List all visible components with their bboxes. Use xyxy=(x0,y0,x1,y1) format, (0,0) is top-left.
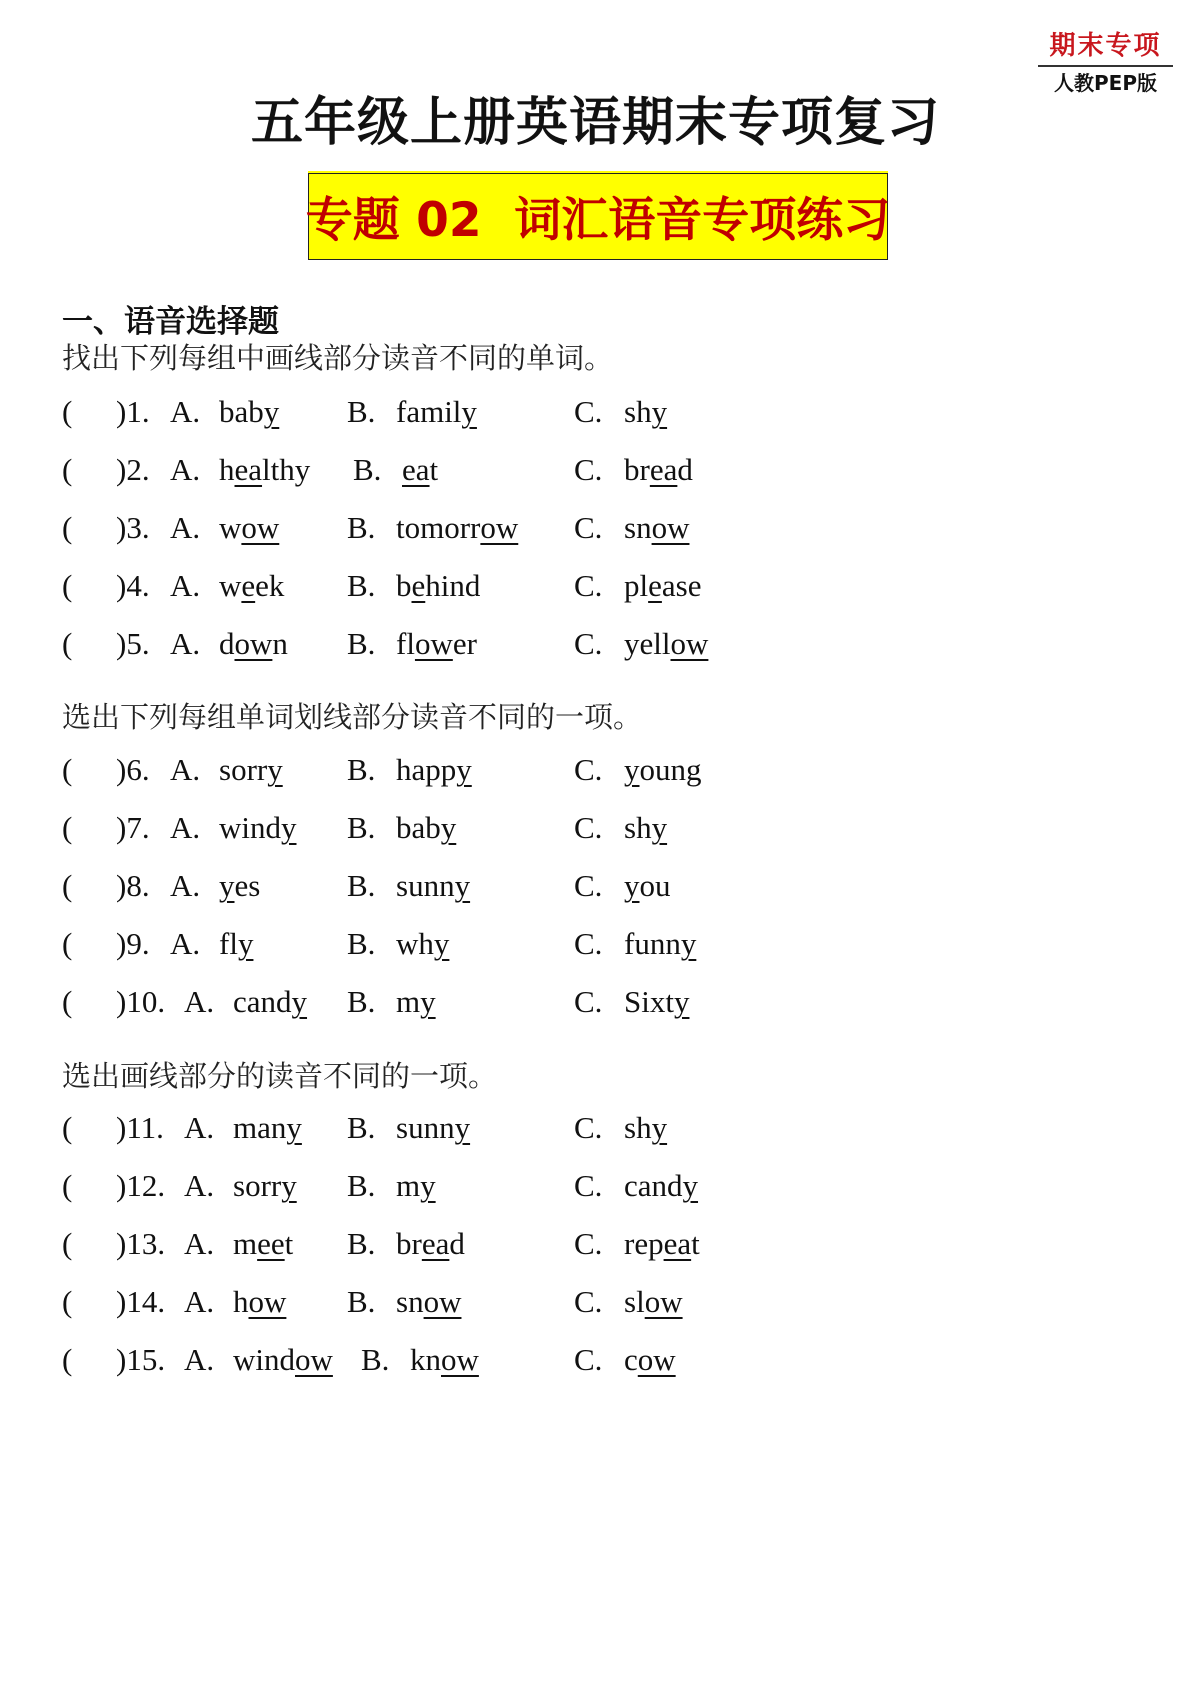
option-word[interactable] xyxy=(396,568,480,604)
word-prefix: sorr xyxy=(233,1168,282,1203)
word-suffix: oung xyxy=(639,752,702,787)
answer-blank[interactable]: ( xyxy=(62,394,73,429)
option-label[interactable]: B. xyxy=(347,1168,376,1203)
word-prefix: yell xyxy=(624,626,671,661)
option-label[interactable]: B. xyxy=(347,810,376,845)
underlined-letters: ow xyxy=(248,1284,287,1319)
option-word[interactable] xyxy=(396,1110,470,1146)
question-row xyxy=(62,394,822,434)
option-label[interactable]: A. xyxy=(170,568,201,603)
word-prefix: sunn xyxy=(396,868,455,903)
underlined-letters: ow xyxy=(651,510,690,545)
option-word[interactable] xyxy=(624,452,693,488)
option-word[interactable] xyxy=(396,926,449,962)
word-suffix: lthy xyxy=(262,452,311,487)
word-prefix: br xyxy=(624,452,650,487)
option-word[interactable] xyxy=(233,1168,297,1204)
answer-blank[interactable]: ( xyxy=(62,1342,73,1377)
word-prefix: c xyxy=(624,1342,638,1377)
option-word[interactable] xyxy=(233,1342,333,1378)
question-number: )5. xyxy=(116,626,150,661)
option-word[interactable] xyxy=(396,394,477,430)
question-number: )3. xyxy=(116,510,150,545)
underlined-letters: y xyxy=(454,1110,471,1145)
answer-blank[interactable]: ( xyxy=(62,568,73,603)
option-word[interactable] xyxy=(624,868,671,904)
option-word[interactable] xyxy=(624,394,667,430)
word-prefix: cand xyxy=(233,984,292,1019)
answer-blank[interactable]: ( xyxy=(62,1226,73,1261)
option-label[interactable]: B. xyxy=(347,984,376,1019)
underlined-letters: y xyxy=(673,984,690,1019)
word-prefix: cand xyxy=(624,1168,683,1203)
word-prefix: famil xyxy=(396,394,462,429)
word-suffix: es xyxy=(234,868,261,903)
question-number: )13. xyxy=(116,1226,166,1261)
word-prefix: sh xyxy=(624,1110,652,1145)
option-word[interactable] xyxy=(219,868,260,904)
underlined-letters: ee xyxy=(257,1226,285,1261)
option-word[interactable] xyxy=(624,1226,700,1262)
option-label[interactable]: C. xyxy=(574,1168,603,1203)
word-prefix: h xyxy=(219,452,235,487)
answer-blank[interactable]: ( xyxy=(62,984,73,1019)
badge-divider xyxy=(1038,65,1173,67)
instruction-text: 选出下列每组单词划线部分读音不同的一项。 xyxy=(62,700,643,734)
option-word[interactable] xyxy=(396,1226,465,1262)
underlined-letters: ow xyxy=(644,1284,683,1319)
word-prefix: bab xyxy=(396,810,441,845)
option-word[interactable] xyxy=(624,510,689,546)
underlined-letters: y xyxy=(624,752,640,787)
option-word[interactable] xyxy=(219,810,297,846)
underlined-letters: y xyxy=(682,1168,699,1203)
word-suffix: n xyxy=(272,626,288,661)
word-prefix: happ xyxy=(396,752,457,787)
page-title: 五年级上册英语期末专项复习 xyxy=(250,93,940,153)
word-prefix: sunn xyxy=(396,1110,455,1145)
option-word[interactable] xyxy=(396,752,472,788)
option-word[interactable] xyxy=(219,394,279,430)
answer-blank[interactable]: ( xyxy=(62,1168,73,1203)
underlined-letters: y xyxy=(281,810,297,845)
underlined-letters: y xyxy=(456,752,472,787)
option-word[interactable] xyxy=(396,810,456,846)
option-word[interactable] xyxy=(624,984,689,1020)
option-word[interactable] xyxy=(396,1284,461,1320)
word-suffix: t xyxy=(429,452,439,487)
word-suffix: t xyxy=(691,1226,700,1261)
option-label[interactable]: C. xyxy=(574,1342,603,1377)
question-number: )14. xyxy=(116,1284,166,1319)
option-label[interactable]: C. xyxy=(574,1226,603,1261)
question-row xyxy=(62,984,822,1024)
option-label[interactable]: A. xyxy=(170,452,201,487)
answer-blank[interactable]: ( xyxy=(62,926,73,961)
option-word[interactable] xyxy=(219,452,310,488)
option-word[interactable] xyxy=(624,1284,683,1320)
underlined-letters: y xyxy=(651,394,668,429)
word-prefix: m xyxy=(396,984,421,1019)
question-row xyxy=(62,1110,822,1150)
option-label[interactable]: B. xyxy=(347,568,376,603)
underlined-letters: y xyxy=(624,868,640,903)
underlined-letters: ea xyxy=(402,452,430,487)
underlined-letters: y xyxy=(286,1110,302,1145)
question-number: )2. xyxy=(116,452,150,487)
option-word[interactable] xyxy=(219,568,284,604)
question-row xyxy=(62,1284,822,1324)
question-row xyxy=(62,626,822,666)
answer-blank[interactable]: ( xyxy=(62,510,73,545)
word-prefix: m xyxy=(233,1226,258,1261)
underlined-letters: ea xyxy=(663,1226,692,1261)
word-prefix: w xyxy=(219,510,242,545)
underlined-letters: y xyxy=(680,926,697,961)
option-word[interactable] xyxy=(402,452,438,488)
option-label[interactable]: B. xyxy=(347,868,376,903)
word-prefix: b xyxy=(396,568,412,603)
option-word[interactable] xyxy=(233,1284,286,1320)
question-number: )9. xyxy=(116,926,150,961)
option-word[interactable] xyxy=(624,1110,667,1146)
word-prefix: wh xyxy=(396,926,434,961)
option-label[interactable]: B. xyxy=(361,1342,390,1377)
underlined-letters: y xyxy=(219,868,235,903)
question-row xyxy=(62,1226,822,1266)
option-label[interactable]: B. xyxy=(347,394,376,429)
option-label[interactable]: C. xyxy=(574,510,603,545)
option-label[interactable]: C. xyxy=(574,1110,603,1145)
option-label[interactable]: C. xyxy=(574,810,603,845)
word-prefix: man xyxy=(233,1110,287,1145)
option-word[interactable] xyxy=(219,752,283,788)
question-number: )8. xyxy=(116,868,150,903)
option-word[interactable] xyxy=(233,1226,293,1262)
question-row xyxy=(62,568,822,608)
underlined-letters: ow xyxy=(423,1284,462,1319)
option-label[interactable]: B. xyxy=(347,1110,376,1145)
question-number: )7. xyxy=(116,810,150,845)
answer-blank[interactable]: ( xyxy=(62,626,73,661)
word-prefix: funn xyxy=(624,926,681,961)
option-word[interactable] xyxy=(219,926,253,962)
option-label[interactable]: A. xyxy=(184,1226,215,1261)
word-prefix: h xyxy=(233,1284,249,1319)
option-word[interactable] xyxy=(624,568,701,604)
underlined-letters: ow xyxy=(295,1342,333,1377)
option-label[interactable]: A. xyxy=(170,510,201,545)
badge-edition: 人教PEP版 xyxy=(1054,71,1157,95)
underlined-letters: y xyxy=(433,926,450,961)
option-label[interactable]: C. xyxy=(574,452,603,487)
option-label[interactable]: B. xyxy=(347,1284,376,1319)
underlined-letters: y xyxy=(454,868,471,903)
option-word[interactable] xyxy=(410,1342,479,1378)
underlined-letters: e xyxy=(241,568,256,603)
option-label[interactable]: B. xyxy=(347,926,376,961)
word-suffix: d xyxy=(449,1226,465,1261)
word-prefix: fl xyxy=(396,626,415,661)
word-prefix: sh xyxy=(624,810,652,845)
option-word[interactable] xyxy=(624,1168,698,1204)
underlined-letters: y xyxy=(651,810,668,845)
option-label[interactable]: C. xyxy=(574,394,603,429)
instruction-text: 选出画线部分的读音不同的一项。 xyxy=(62,1059,498,1093)
word-prefix: sn xyxy=(624,510,652,545)
question-number: )1. xyxy=(116,394,150,429)
word-suffix: ou xyxy=(639,868,671,903)
question-number: )6. xyxy=(116,752,150,787)
option-label[interactable]: C. xyxy=(574,984,603,1019)
question-row xyxy=(62,752,822,792)
answer-blank[interactable]: ( xyxy=(62,1284,73,1319)
word-prefix: sl xyxy=(624,1284,645,1319)
underlined-letters: ow xyxy=(241,510,280,545)
question-row xyxy=(62,1342,822,1382)
question-row xyxy=(62,810,822,850)
underlined-letters: ea xyxy=(421,1226,450,1261)
option-word[interactable] xyxy=(219,626,288,662)
option-label[interactable]: C. xyxy=(574,1284,603,1319)
underlined-letters: y xyxy=(440,810,457,845)
option-word[interactable] xyxy=(396,984,436,1020)
option-label[interactable]: B. xyxy=(353,452,382,487)
option-word[interactable] xyxy=(396,510,518,546)
word-suffix: d xyxy=(677,452,693,487)
option-word[interactable] xyxy=(396,1168,436,1204)
underlined-letters: ow xyxy=(637,1342,676,1377)
underlined-letters: e xyxy=(411,568,426,603)
option-label[interactable]: A. xyxy=(184,984,215,1019)
option-label[interactable]: A. xyxy=(170,394,201,429)
topic-banner xyxy=(305,173,891,260)
underlined-letters: ea xyxy=(649,452,678,487)
underlined-letters: ow xyxy=(480,510,519,545)
option-label[interactable]: B. xyxy=(347,1226,376,1261)
option-word[interactable] xyxy=(233,1110,302,1146)
option-label[interactable]: A. xyxy=(170,810,201,845)
option-label[interactable]: C. xyxy=(574,752,603,787)
underlined-letters: y xyxy=(420,1168,436,1203)
question-row xyxy=(62,1168,822,1208)
answer-blank[interactable]: ( xyxy=(62,810,73,845)
option-label[interactable]: A. xyxy=(170,752,201,787)
option-word[interactable] xyxy=(624,810,667,846)
option-label[interactable]: C. xyxy=(574,626,603,661)
underlined-letters: y xyxy=(267,752,283,787)
option-label[interactable]: C. xyxy=(574,868,603,903)
word-prefix: pl xyxy=(624,568,649,603)
word-prefix: br xyxy=(396,1226,422,1261)
answer-blank[interactable]: ( xyxy=(62,868,73,903)
word-prefix: wind xyxy=(233,1342,295,1377)
option-label[interactable]: B. xyxy=(347,510,376,545)
option-label[interactable]: A. xyxy=(184,1168,215,1203)
word-prefix: sh xyxy=(624,394,652,429)
option-label[interactable]: A. xyxy=(170,926,201,961)
word-prefix: d xyxy=(219,626,235,661)
option-word[interactable] xyxy=(624,926,696,962)
word-prefix: wind xyxy=(219,810,281,845)
question-row xyxy=(62,926,822,966)
option-label[interactable]: A. xyxy=(170,626,201,661)
underlined-letters: ea xyxy=(234,452,263,487)
underlined-letters: y xyxy=(651,1110,668,1145)
option-word[interactable] xyxy=(396,626,477,662)
word-suffix: ek xyxy=(255,568,285,603)
underlined-letters: ow xyxy=(441,1342,479,1377)
underlined-letters: e xyxy=(648,568,662,603)
word-prefix: kn xyxy=(410,1342,441,1377)
question-number: )10. xyxy=(116,984,166,1019)
underlined-letters: y xyxy=(461,394,477,429)
topic-banner-text: 专题 02 词汇语音专项练习 xyxy=(305,193,891,248)
option-word[interactable] xyxy=(624,752,702,788)
question-row xyxy=(62,868,822,908)
word-prefix: w xyxy=(219,568,242,603)
word-prefix: fl xyxy=(219,926,238,961)
underlined-letters: ow xyxy=(414,626,453,661)
word-prefix: m xyxy=(396,1168,421,1203)
option-label[interactable]: A. xyxy=(184,1284,215,1319)
option-label[interactable]: B. xyxy=(347,626,376,661)
word-prefix: sn xyxy=(396,1284,424,1319)
option-word[interactable] xyxy=(624,1342,676,1378)
word-suffix: t xyxy=(284,1226,294,1261)
answer-blank[interactable]: ( xyxy=(62,452,73,487)
option-word[interactable] xyxy=(624,626,708,662)
option-label[interactable]: A. xyxy=(170,868,201,903)
question-row xyxy=(62,510,822,550)
question-number: )11. xyxy=(116,1110,164,1145)
underlined-letters: y xyxy=(420,984,436,1019)
underlined-letters: y xyxy=(263,394,280,429)
question-number: )12. xyxy=(116,1168,166,1203)
word-prefix: Sixt xyxy=(624,984,674,1019)
word-prefix: tomorr xyxy=(396,510,481,545)
answer-blank[interactable]: ( xyxy=(62,1110,73,1145)
option-label[interactable]: C. xyxy=(574,926,603,961)
section-heading: 一、语音选择题 xyxy=(62,304,279,340)
word-prefix: rep xyxy=(624,1226,664,1261)
question-number: )15. xyxy=(116,1342,166,1377)
word-prefix: bab xyxy=(219,394,264,429)
underlined-letters: y xyxy=(237,926,254,961)
answer-blank[interactable]: ( xyxy=(62,752,73,787)
underlined-letters: y xyxy=(291,984,308,1019)
badge-title: 期末专项 xyxy=(1049,31,1162,61)
option-label[interactable]: C. xyxy=(574,568,603,603)
instruction-text: 找出下列每组中画线部分读音不同的单词。 xyxy=(62,341,614,375)
option-label[interactable]: B. xyxy=(347,752,376,787)
word-prefix: sorr xyxy=(219,752,268,787)
option-label[interactable]: A. xyxy=(184,1110,215,1145)
underlined-letters: ow xyxy=(234,626,273,661)
word-suffix: hind xyxy=(425,568,481,603)
question-row xyxy=(62,452,822,492)
underlined-letters: ow xyxy=(670,626,709,661)
underlined-letters: y xyxy=(281,1168,297,1203)
option-word[interactable] xyxy=(233,984,307,1020)
word-suffix: ase xyxy=(661,568,702,603)
option-word[interactable] xyxy=(396,868,470,904)
option-label[interactable]: A. xyxy=(184,1342,215,1377)
option-word[interactable] xyxy=(219,510,279,546)
question-number: )4. xyxy=(116,568,150,603)
word-suffix: er xyxy=(452,626,477,661)
